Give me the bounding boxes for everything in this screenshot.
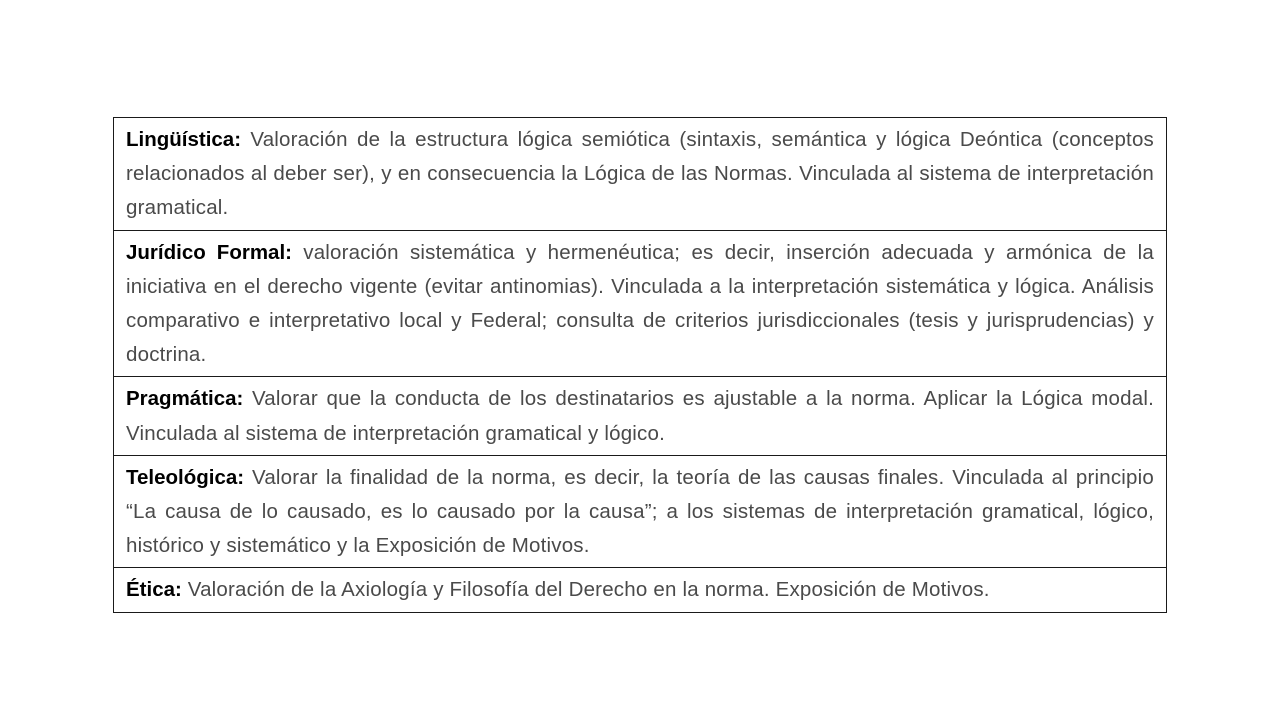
criteria-table (113, 117, 1167, 613)
row-description: Valoración de la Axiología y Filosofía del Derecho en la norma. Exposición de Motivos. (181, 578, 990, 602)
row-term: Teleológica: (126, 465, 245, 489)
row-term: Pragmática: (126, 387, 244, 411)
table-row-linguistica (114, 118, 1166, 230)
row-term: Lingüística: (126, 128, 242, 151)
row-term: Ética: (126, 578, 182, 602)
row-description: Valorar que la conducta de los destinatarios es ajustable a la norma. Aplicar la Lógica modal. Vinculada al sistema de interpretación gramatical y lógico. (126, 387, 1154, 445)
table-row-pragmatica (114, 376, 1166, 454)
row-description: Valorar la finalidad de la norma, es decir, la teoría de las causas finales. Vinculada al principio “La causa de lo causado, es lo causado por la causa”; a los sistemas de interpretación gramatical, lógico, histórico y sistemático y la Exposición de Motivos. (126, 465, 1154, 558)
row-description: valoración sistemática y hermenéutica; es decir, inserción adecuada y armónica de la iniciativa en el derecho vigente (evitar antinomias). Vinculada a la interpretación sistemática y lógica. Análisis comparativo e interpretativo local y Federal; consulta de criterios jurisdiccionales (tesis y jurisprudencias) y doctrina. (126, 240, 1154, 367)
table-row-teleologica (114, 455, 1166, 568)
row-description: Valoración de la estructura lógica semiótica (sintaxis, semántica y lógica Deóntica (conceptos relacionados al deber ser), y en consecuencia la Lógica de las Normas. Vinculada al sistema de interpretación gramatical. (126, 128, 1154, 220)
table-row-juridico-formal (114, 230, 1166, 377)
row-term: Jurídico Formal: (126, 240, 292, 264)
table-row-etica (114, 567, 1166, 611)
